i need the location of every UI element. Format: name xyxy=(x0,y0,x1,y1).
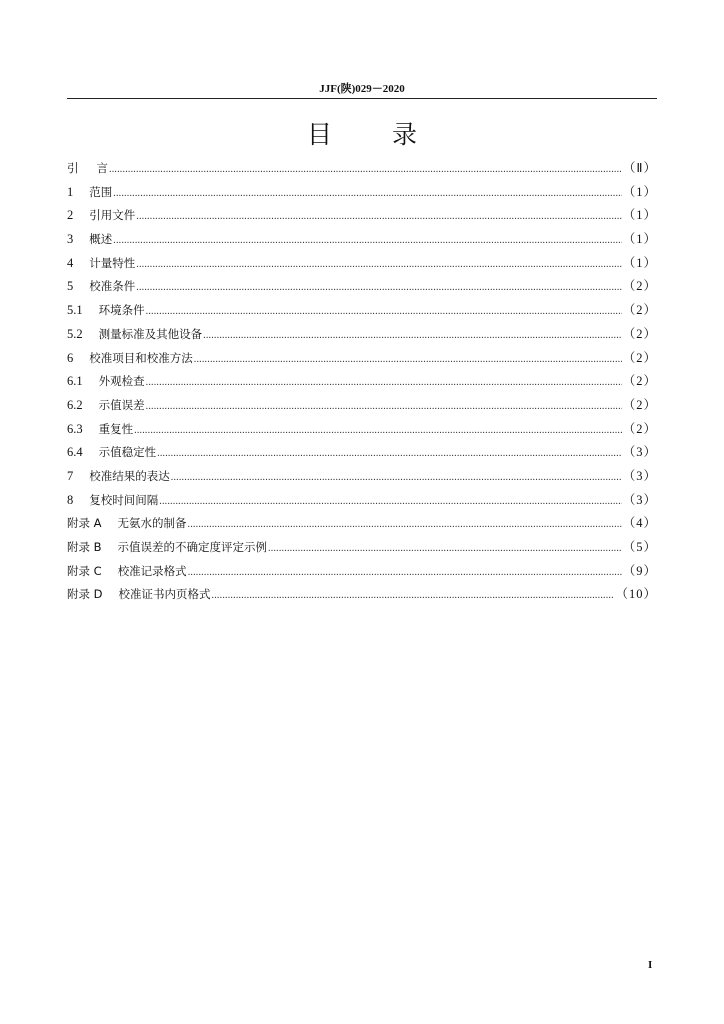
toc-entry[interactable] xyxy=(67,204,657,228)
toc-entry-page: （3） xyxy=(622,468,657,483)
toc-entry-number: 2 xyxy=(67,208,74,223)
toc-entry-number: 7 xyxy=(67,468,74,483)
toc-entry[interactable] xyxy=(67,299,657,323)
toc-leader-dots xyxy=(268,537,622,561)
header-rule xyxy=(67,98,657,99)
toc-entry-page: （9） xyxy=(622,563,657,578)
toc-entry-page: （1） xyxy=(622,232,657,247)
toc-entry-number: 4 xyxy=(67,255,74,270)
document-code-header: JJF(陕)029－2020 xyxy=(319,83,405,95)
toc-entry-number: 6.3 xyxy=(67,421,83,436)
toc-entry-label: 范围 xyxy=(89,184,113,199)
table-of-contents xyxy=(67,157,657,607)
toc-entry-page: （2） xyxy=(622,279,657,294)
toc-entry-page: （4） xyxy=(622,516,657,531)
toc-leader-dots xyxy=(136,253,621,277)
toc-entry[interactable] xyxy=(67,418,657,442)
toc-entry-page: （2） xyxy=(622,421,657,436)
toc-entry[interactable] xyxy=(67,441,657,465)
toc-entry-label: 示值稳定性 xyxy=(98,445,157,460)
toc-leader-dots xyxy=(136,205,621,229)
toc-leader-dots xyxy=(109,158,622,182)
toc-entry-number: 附录 A xyxy=(67,516,102,531)
toc-entry[interactable] xyxy=(67,489,657,513)
page-title xyxy=(0,115,724,151)
toc-entry-label: 示值误差的不确定度评定示例 xyxy=(117,540,268,554)
toc-entry-label: 复校时间间隔 xyxy=(89,492,159,507)
toc-leader-dots xyxy=(113,229,621,253)
toc-entry-label: 引用文件 xyxy=(89,208,136,223)
toc-entry-number: 5.1 xyxy=(67,303,83,318)
toc-entry-page: （2） xyxy=(622,326,657,341)
toc-entry-label: 校准结果的表达 xyxy=(89,468,170,483)
toc-leader-dots xyxy=(113,182,621,206)
toc-entry-number: 6.1 xyxy=(67,374,83,389)
toc-entry-page: （2） xyxy=(622,374,657,389)
toc-entry-page: （5） xyxy=(622,540,657,554)
toc-entry[interactable] xyxy=(67,275,657,299)
toc-entry-label: 校准项目和校准方法 xyxy=(89,350,193,365)
toc-entry[interactable] xyxy=(67,323,657,347)
toc-entry-appendix[interactable] xyxy=(67,536,657,560)
toc-entry-number: 附录 D xyxy=(67,587,103,602)
toc-leader-dots xyxy=(146,371,622,395)
toc-entry-label: 校准证书内页格式 xyxy=(118,587,211,602)
toc-entry-number: 5 xyxy=(67,279,74,294)
toc-entry-label: 重复性 xyxy=(98,421,134,436)
toc-leader-dots xyxy=(203,324,622,348)
toc-entry-appendix[interactable] xyxy=(67,583,657,607)
toc-entry-number: 6 xyxy=(67,350,74,365)
toc-entry-number: 8 xyxy=(67,492,74,507)
toc-entry-label: 校准条件 xyxy=(89,279,136,294)
toc-entry-number: 6.2 xyxy=(67,397,83,412)
toc-entry[interactable] xyxy=(67,347,657,371)
toc-entry-label: 概述 xyxy=(89,232,113,247)
toc-entry-page: （3） xyxy=(622,445,657,460)
toc-leader-dots xyxy=(136,276,621,300)
toc-leader-dots xyxy=(188,513,622,537)
toc-entry-page: （3） xyxy=(622,492,657,507)
toc-leader-dots xyxy=(212,584,615,608)
toc-entry-page: （2） xyxy=(622,350,657,365)
toc-entry-label: 无氨水的制备 xyxy=(117,516,187,531)
toc-entry-label: 计量特性 xyxy=(89,255,136,270)
toc-entry-page: （1） xyxy=(622,184,657,199)
toc-entry[interactable] xyxy=(67,181,657,205)
toc-entry[interactable] xyxy=(67,394,657,418)
toc-leader-dots xyxy=(171,466,622,490)
toc-entry-number: 6.4 xyxy=(67,445,83,460)
toc-entry-number: 引 xyxy=(67,161,79,175)
toc-entry-label: 言 xyxy=(96,161,108,175)
toc-entry-foreword[interactable] xyxy=(67,157,657,181)
toc-entry-page: （1） xyxy=(622,208,657,223)
toc-entry-page: （Ⅱ） xyxy=(622,161,657,175)
toc-leader-dots xyxy=(134,419,622,443)
toc-entry-page: （2） xyxy=(622,397,657,412)
toc-entry-number: 5.2 xyxy=(67,326,83,341)
toc-entry[interactable] xyxy=(67,370,657,394)
toc-entry-label: 测量标准及其他设备 xyxy=(98,326,203,341)
toc-leader-dots xyxy=(159,490,621,514)
toc-entry-page: （10） xyxy=(615,587,657,602)
toc-entry-number: 1 xyxy=(67,184,74,199)
toc-entry-label: 外观检查 xyxy=(98,374,145,389)
toc-entry-appendix[interactable] xyxy=(67,560,657,584)
toc-leader-dots xyxy=(146,300,622,324)
toc-leader-dots xyxy=(194,348,622,372)
toc-leader-dots xyxy=(146,395,622,419)
toc-entry-number: 附录 B xyxy=(67,540,102,554)
toc-entry-appendix[interactable] xyxy=(67,512,657,536)
toc-entry-page: （2） xyxy=(622,303,657,318)
toc-leader-dots xyxy=(157,442,622,466)
toc-entry-label: 环境条件 xyxy=(98,303,145,318)
toc-entry[interactable] xyxy=(67,465,657,489)
title-char-1: 目 xyxy=(306,120,332,149)
toc-entry-number: 3 xyxy=(67,232,74,247)
toc-entry-page: （1） xyxy=(622,255,657,270)
title-char-2: 录 xyxy=(392,120,418,149)
page-number: I xyxy=(648,959,653,971)
toc-entry-label: 校准记录格式 xyxy=(117,563,187,578)
toc-leader-dots xyxy=(188,561,622,585)
toc-entry-number: 附录 C xyxy=(67,563,102,578)
toc-entry[interactable] xyxy=(67,252,657,276)
toc-entry-label: 示值误差 xyxy=(98,397,145,412)
toc-entry[interactable] xyxy=(67,228,657,252)
